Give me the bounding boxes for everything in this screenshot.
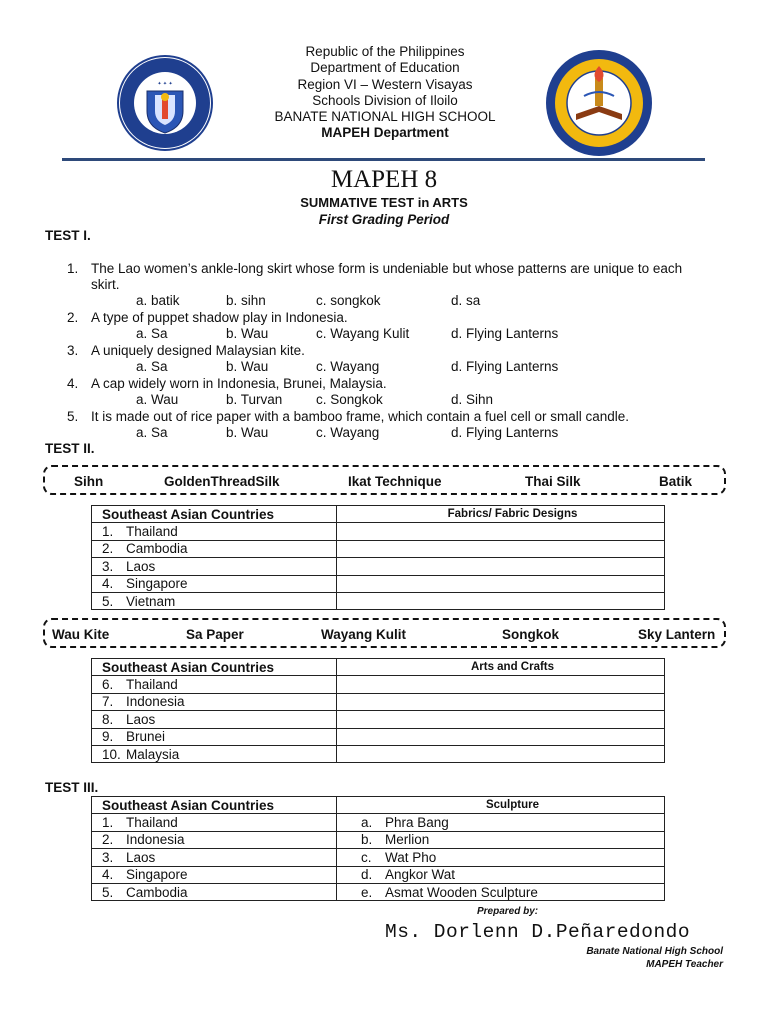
header-line: Department of Education	[310, 60, 460, 76]
column-header: Southeast Asian Countries	[92, 506, 337, 523]
answer-cell[interactable]	[337, 693, 665, 710]
teacher-name: Ms. Dorlenn D.Peñaredondo	[385, 921, 691, 943]
option-d: d. Sihn	[451, 392, 494, 407]
word-bank-item: Batik	[659, 474, 693, 489]
word-bank-item: Thai Silk	[525, 474, 581, 489]
option-b: b. sihn	[226, 293, 266, 308]
table-row: 8. Laos	[92, 711, 665, 728]
answer-cell[interactable]	[337, 728, 665, 745]
table-row: 2. Cambodia	[92, 540, 665, 557]
question-number: 3.	[67, 343, 79, 358]
option-a: a. Sa	[136, 425, 168, 440]
question-text: The Lao women’s ankle-long skirt whose form is undeniable but whose patterns are unique to each	[91, 261, 683, 276]
column-header: Fabrics/ Fabric Designs	[337, 506, 665, 523]
question-text: A type of puppet shadow play in Indonesia.	[91, 310, 348, 325]
question-text-cont: skirt.	[91, 277, 120, 292]
table-row: 9. Brunei	[92, 728, 665, 745]
option-c: c. Songkok	[316, 392, 383, 407]
arts-crafts-table	[91, 658, 665, 763]
column-header: Southeast Asian Countries	[92, 659, 337, 676]
teacher-position: MAPEH Teacher	[646, 959, 723, 970]
test3-label: TEST III.	[45, 780, 99, 795]
answer-cell[interactable]	[337, 558, 665, 575]
deped-seal-logo	[117, 55, 213, 151]
table-row: 5. Cambodia e. Asmat Wooden Sculpture	[92, 883, 665, 900]
column-header: Arts and Crafts	[337, 659, 665, 676]
question-3	[67, 343, 707, 359]
fabrics-table	[91, 505, 665, 610]
option-d: d. Flying Lanterns	[451, 425, 559, 440]
test1-label: TEST I.	[45, 228, 91, 243]
column-header: Sculpture	[337, 797, 665, 814]
column-header: Southeast Asian Countries	[92, 797, 337, 814]
option-a: a. batik	[136, 293, 180, 308]
option-a: a. Wau	[136, 392, 179, 407]
table-row: 7. Indonesia	[92, 693, 665, 710]
word-bank-item: Wayang Kulit	[321, 627, 407, 642]
question-1	[67, 261, 707, 293]
exam-title: MAPEH 8	[330, 166, 438, 193]
question-text: A uniquely designed Malaysian kite.	[91, 343, 305, 358]
question-2	[67, 310, 707, 326]
header-line: Republic of the Philippines	[305, 44, 465, 59]
table-row: 6. Thailand	[92, 676, 665, 693]
option-c: c. Wayang	[316, 425, 380, 440]
table-row: 4. Singapore d. Angkor Wat	[92, 866, 665, 883]
table-row: 2. Indonesia b. Merlion	[92, 831, 665, 848]
question-5	[67, 409, 707, 425]
header-line: BANATE NATIONAL HIGH SCHOOL	[274, 109, 496, 125]
word-bank-arts	[43, 618, 726, 648]
svg-text:✦ ✦ ✦: ✦ ✦ ✦	[157, 81, 173, 87]
prepared-by-label: Prepared by:	[477, 906, 539, 917]
word-bank-item: Songkok	[502, 627, 560, 642]
exam-subtitle: SUMMATIVE TEST in ARTS	[300, 195, 468, 210]
header-line: Region VI – Western Visayas	[297, 76, 473, 92]
option-a: a. Sa	[136, 359, 168, 374]
option-b: b. Turvan	[226, 392, 283, 407]
option-d: d. Flying Lanterns	[451, 359, 559, 374]
option-c: c. songkok	[316, 293, 381, 308]
department-name: MAPEH Department	[321, 125, 449, 141]
option-d: d. sa	[451, 293, 481, 308]
grading-period: First Grading Period	[318, 212, 450, 227]
question-text: A cap widely worn in Indonesia, Brunei, Malaysia.	[91, 376, 387, 391]
table-row: 5. Vietnam	[92, 592, 665, 609]
table-row: 1. Thailand a. Phra Bang	[92, 814, 665, 831]
answer-cell[interactable]	[337, 523, 665, 540]
answer-cell[interactable]	[337, 745, 665, 762]
option-b: b. Wau	[226, 326, 269, 341]
table-row: 4. Singapore	[92, 575, 665, 592]
answer-cell[interactable]	[337, 711, 665, 728]
word-bank-item: Sa Paper	[186, 627, 244, 642]
test2-label: TEST II.	[45, 441, 95, 456]
option-c: c. Wayang Kulit	[316, 326, 410, 341]
question-text: It is made out of rice paper with a bamboo frame, which contain a fuel cell or small candle.	[91, 409, 630, 424]
answer-cell[interactable]	[337, 540, 665, 557]
word-bank-item: Sihn	[74, 474, 104, 489]
question-number: 5.	[67, 409, 79, 424]
table-row: 1. Thailand	[92, 523, 665, 540]
school-header	[250, 44, 520, 142]
header-line: Schools Division of Iloilo	[312, 92, 458, 108]
option-d: d. Flying Lanterns	[451, 326, 559, 341]
table-row: 3. Laos	[92, 558, 665, 575]
answer-cell[interactable]	[337, 676, 665, 693]
question-4	[67, 376, 707, 392]
option-c: c. Wayang	[316, 359, 380, 374]
question-number: 2.	[67, 310, 79, 325]
question-number: 1.	[67, 261, 79, 276]
question-number: 4.	[67, 376, 79, 391]
word-bank-fabrics	[43, 465, 726, 495]
header-divider	[62, 158, 705, 161]
word-bank-item: Wau Kite	[52, 627, 110, 642]
option-b: b. Wau	[226, 359, 269, 374]
school-seal-logo	[542, 48, 656, 158]
option-b: b. Wau	[226, 425, 269, 440]
teacher-school: Banate National High School	[586, 946, 723, 957]
sculpture-table	[91, 796, 665, 901]
word-bank-item: GoldenThreadSilk	[164, 474, 280, 489]
table-row: 3. Laos c. Wat Pho	[92, 849, 665, 866]
option-a: a. Sa	[136, 326, 168, 341]
answer-cell[interactable]	[337, 592, 665, 609]
answer-cell[interactable]	[337, 575, 665, 592]
word-bank-item: Ikat Technique	[348, 474, 442, 489]
table-row: 10. Malaysia	[92, 745, 665, 762]
word-bank-item: Sky Lantern	[638, 627, 716, 642]
